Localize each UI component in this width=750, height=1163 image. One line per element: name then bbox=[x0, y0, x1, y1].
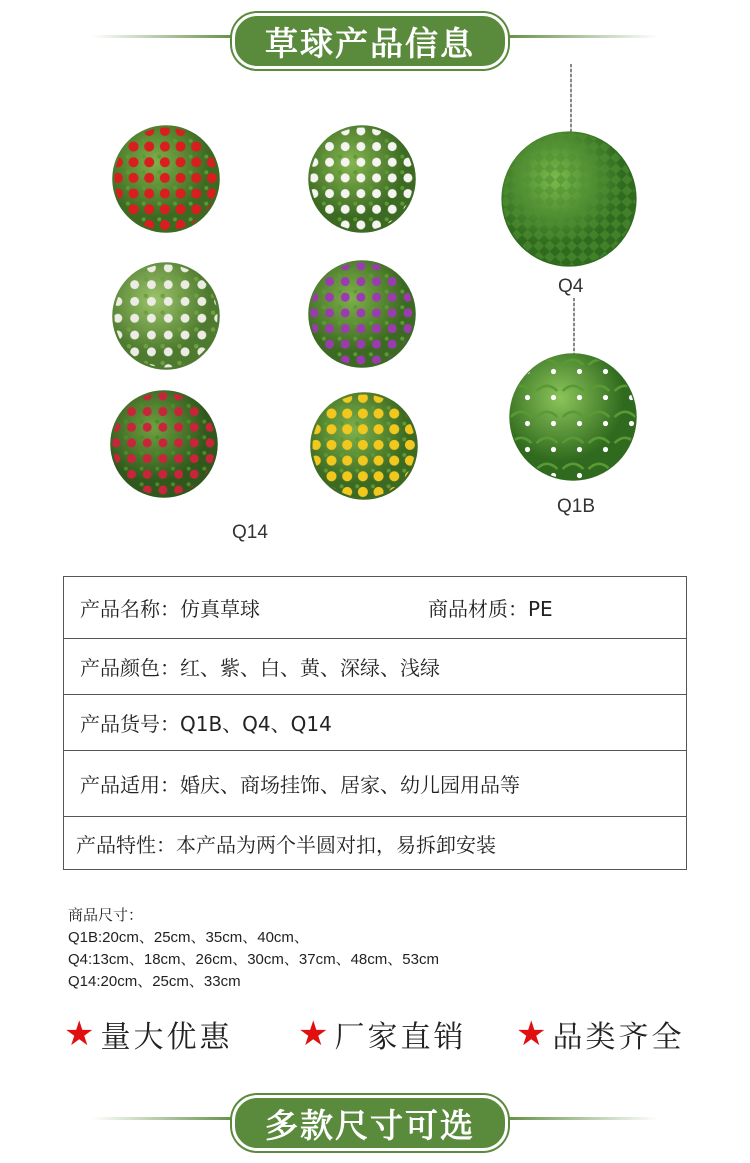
product-ball-purple bbox=[306, 258, 418, 370]
page-title: 草球产品信息 bbox=[265, 23, 475, 63]
banner-line-left bbox=[92, 1117, 242, 1120]
spec-label: 产品货号： bbox=[80, 712, 180, 736]
spec-value: 仿真草球 bbox=[180, 597, 260, 621]
product-ball-white bbox=[306, 123, 418, 235]
hanging-chain bbox=[570, 64, 572, 136]
feature-text: 品类齐全 bbox=[552, 1020, 685, 1055]
banner-pill bbox=[232, 13, 508, 69]
feature-item bbox=[516, 1012, 684, 1056]
product-ball-yellow bbox=[308, 390, 420, 502]
size-q1b: Q1B:20cm、25cm、35cm、40cm、 bbox=[68, 929, 309, 946]
footer-title: 多款尺寸可选 bbox=[265, 1105, 475, 1145]
product-ball-dark-green bbox=[500, 130, 638, 268]
top-banner bbox=[0, 6, 750, 66]
banner-pill bbox=[232, 1095, 508, 1151]
spec-label: 产品颜色： bbox=[80, 656, 180, 680]
spec-label: 产品适用： bbox=[80, 773, 180, 797]
spec-row-usage bbox=[64, 751, 686, 817]
feature-item bbox=[298, 1012, 466, 1056]
spec-label: 产品特性： bbox=[76, 832, 176, 857]
spec-value: PE bbox=[528, 597, 553, 621]
hanging-chain bbox=[573, 298, 575, 358]
caption-q4: Q4 bbox=[558, 276, 584, 297]
spec-row-sku bbox=[64, 695, 686, 751]
spec-value: 本产品为两个半圆对扣，易拆卸安装 bbox=[176, 832, 496, 857]
product-ball-light-green bbox=[508, 352, 638, 482]
spec-value: 红、紫、白、黄、深绿、浅绿 bbox=[180, 656, 440, 680]
product-ball-red bbox=[110, 123, 222, 235]
star-icon: ★ bbox=[516, 1014, 547, 1054]
bottom-banner bbox=[0, 1088, 750, 1148]
caption-q1b: Q1B bbox=[557, 496, 596, 517]
size-q14: Q14:20cm、25cm、33cm bbox=[68, 973, 241, 990]
product-ball-light-white bbox=[110, 260, 222, 372]
spec-label: 产品名称： bbox=[80, 597, 180, 621]
spec-value: 婚庆、商场挂饰、居家、幼儿园用品等 bbox=[180, 773, 520, 797]
banner-line-left bbox=[92, 35, 242, 38]
caption-q14: Q14 bbox=[232, 522, 268, 543]
spec-row-name bbox=[64, 577, 686, 639]
feature-item bbox=[64, 1012, 232, 1056]
spec-label: 商品材质： bbox=[428, 597, 528, 621]
spec-row-color bbox=[64, 639, 686, 695]
spec-row-feature bbox=[64, 817, 686, 869]
size-title: 商品尺寸： bbox=[68, 907, 144, 924]
size-q4: Q4:13cm、18cm、26cm、30cm、37cm、48cm、53cm bbox=[68, 951, 439, 968]
size-list bbox=[68, 905, 439, 993]
spec-material bbox=[428, 593, 553, 622]
product-ball-rose bbox=[108, 388, 220, 500]
star-icon: ★ bbox=[64, 1014, 95, 1054]
feature-text: 厂家直销 bbox=[334, 1020, 467, 1055]
banner-line-right bbox=[498, 1117, 658, 1120]
feature-text: 量大优惠 bbox=[100, 1020, 233, 1055]
star-icon: ★ bbox=[298, 1014, 329, 1054]
banner-line-right bbox=[498, 35, 658, 38]
spec-value: Q1B、Q4、Q14 bbox=[180, 712, 332, 736]
spec-table bbox=[63, 576, 687, 870]
